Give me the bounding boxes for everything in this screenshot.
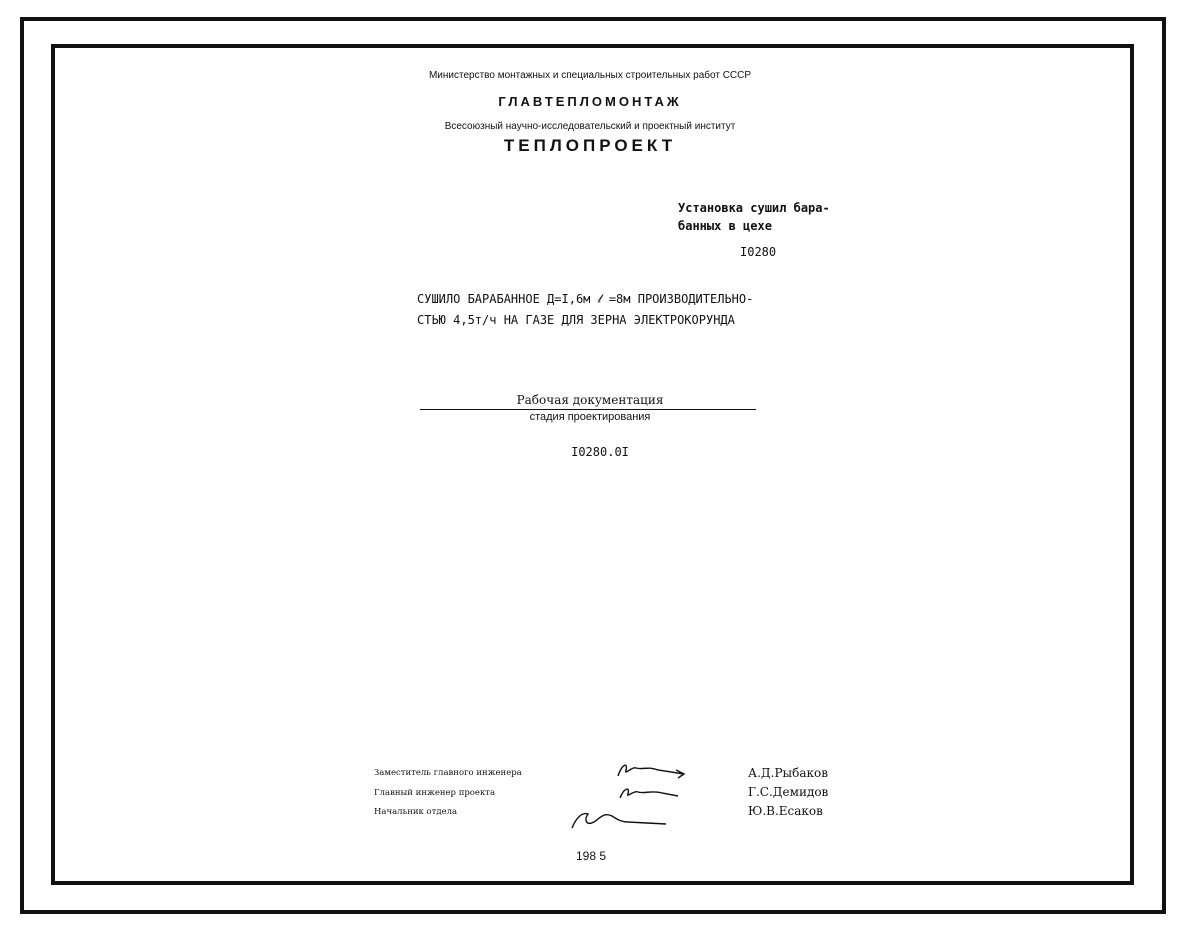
project-code: I0280: [740, 245, 777, 259]
institute-desc: Всесоюзный научно-исследовательский и проектный институт: [444, 121, 736, 132]
signature-1: [608, 758, 688, 782]
signature-3: [566, 804, 676, 834]
project-line-2: банных в цехе: [678, 219, 772, 233]
project-line-1: Установка сушил бара-: [678, 201, 830, 215]
doc-number: I0280.0I: [571, 445, 629, 459]
doc-stage: стадия проектирования: [529, 411, 651, 423]
signatory-role: Заместитель главного инженера: [374, 768, 522, 778]
year: 198 5: [576, 849, 607, 863]
signatory-role: Начальник отдела: [374, 807, 458, 817]
signature-2: [608, 780, 688, 804]
doc-type: Рабочая документация: [516, 393, 664, 407]
signatory-name: А.Д.Рыбаков: [748, 766, 828, 780]
glavk-line: ГЛАВТЕПЛОМОНТАЖ: [498, 94, 682, 109]
doc-rule: [420, 409, 756, 410]
title-line-1: СУШИЛО БАРАБАННОЕ Д=I,6м 𝓁 =8м ПРОИЗВОДИТЕЛЬНО-: [417, 292, 754, 306]
signatory-name: Г.С.Демидов: [748, 785, 829, 799]
institute-name: ТЕПЛОПРОЕКТ: [503, 136, 677, 155]
signatory-role: Главный инженер проекта: [374, 788, 496, 798]
ministry-line: Министерство монтажных и специальных строительных работ СССР: [428, 70, 752, 81]
inner-frame: [51, 44, 1134, 885]
signatory-name: Ю.В.Есаков: [748, 804, 823, 818]
title-line-2: СТЬЮ 4,5т/ч НА ГАЗЕ ДЛЯ ЗЕРНА ЭЛЕКТРОКОРУНДА: [417, 313, 735, 327]
